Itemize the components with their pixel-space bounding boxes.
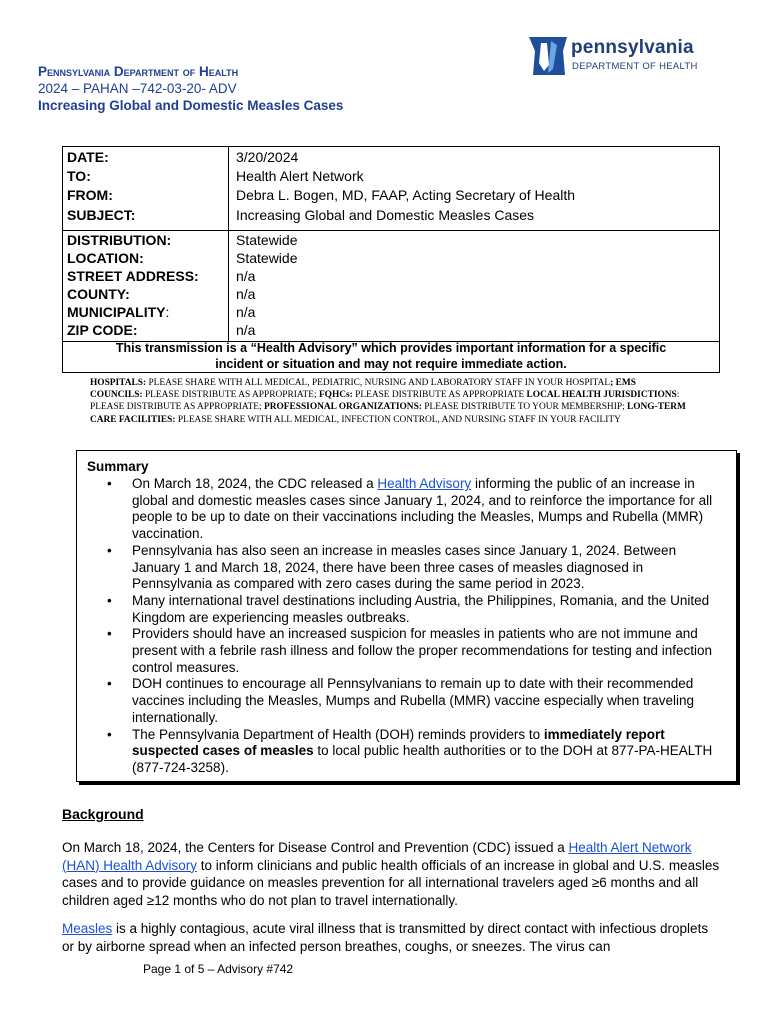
memo-table: [62, 146, 720, 342]
page-footer: Page 1 of 5 – Advisory #742: [143, 962, 294, 976]
summary-text: Many international travel destinations including Austria, the Philippines, Romania, and the United Kingdom are experiencing measles outbreaks.: [132, 592, 710, 625]
paragraph-text: is a highly contagious, acute viral illness that is transmitted by direct contact with infectious droplets or by airborne spread when an infected person breathes, coughs, or sneezes. The virus can: [62, 921, 709, 954]
memo-value: Health Alert Network: [236, 168, 364, 184]
memo-label: ZIP CODE:: [67, 322, 138, 338]
memo-label: SUBJECT:: [67, 207, 136, 223]
memo-label: COUNTY:: [67, 286, 130, 302]
summary-text: DOH continues to encourage all Pennsylvanians to remain up to date with their recommended vaccines including the Measles, Mumps and Rubella (MMR) vaccine especially when traveling internationally.: [132, 676, 695, 725]
bullet-icon: •: [107, 726, 112, 742]
summary-box: [76, 450, 737, 782]
memo-row-distribution: [63, 231, 719, 250]
memo-label: STREET ADDRESS:: [67, 268, 199, 284]
dist-text: PLEASE SHARE WITH ALL MEDICAL, PEDIATRIC, NURSING AND LABORATORY STAFF IN YOUR HOSPITAL: [146, 378, 611, 388]
memo-row-street-address: [63, 267, 719, 286]
summary-text: On March 18, 2024, the CDC released a: [132, 476, 378, 491]
bullet-icon: •: [107, 542, 112, 558]
bullet-icon: •: [107, 626, 112, 642]
summary-text: Pennsylvania has also seen an increase in measles cases since January 1, 2024. Between January 1 and March 18, 2024, there have been three cases of measles diagnosed in Pennsylvania as compared with zero cases during the same period in 2023.: [132, 542, 677, 592]
memo-row-from: [63, 186, 719, 205]
measles-paragraph: [62, 920, 722, 955]
advisory-title: Increasing Global and Domestic Measles Cases: [38, 98, 344, 113]
memo-value: Statewide: [236, 250, 298, 266]
summary-text: informing the public of an increase in global and domestic measles cases since January 1, 2024, and to reinforce the importance for all people to be up to date on their vaccinations including the Measles, Mumps and Rubella (MMR) vaccination.: [132, 476, 713, 542]
notice-line: This transmission is a “Health Advisory” which provides important information for a specific: [115, 341, 667, 355]
advisory-notice: [62, 340, 720, 373]
memo-row-zip-code: [63, 321, 719, 340]
memo-value: n/a: [236, 268, 256, 284]
summary-list: [107, 476, 727, 777]
memo-row-location: [63, 249, 719, 268]
memo-row-county: [63, 285, 719, 304]
memo-value: Increasing Global and Domestic Measles Cases: [236, 207, 535, 223]
bullet-icon: •: [107, 476, 112, 491]
department-name: Pennsylvania Department of Health: [38, 64, 239, 79]
dist-text: PLEASE DISTRIBUTE TO YOUR MEMBERSHIP;: [421, 402, 625, 413]
memo-value: Statewide: [236, 232, 298, 248]
background-heading: Background: [62, 806, 144, 822]
han-health-advisory-link[interactable]: Health Alert Network (HAN) Health Advisory: [62, 840, 692, 873]
summary-text: Providers should have an increased suspicion for measles in patients who are not immune and present with a febrile rash illness and follow the proper recommendations for testing and infection control measures.: [132, 626, 713, 675]
memo-row-subject: [63, 206, 719, 225]
memo-label: FROM:: [67, 187, 113, 203]
paragraph-text: to inform clinicians and public health officials of an increase in global and U.S. measles cases and to provide guidance on measles prevention for all international travelers aged ≥6 months and all children aged ≥12 months who do not plan to travel internationally.: [62, 857, 720, 908]
bullet-icon: •: [107, 676, 112, 692]
memo-row-date: [63, 148, 719, 167]
advisory-number: 2024 – PAHAN –742-03-20- ADV: [38, 81, 237, 96]
memo-value: n/a: [236, 286, 256, 302]
keystone-icon: [527, 33, 569, 79]
memo-label-text: MUNICIPALITY: [67, 304, 166, 320]
dist-label: FQHCs:: [316, 390, 353, 401]
memo-label: DISTRIBUTION:: [67, 232, 172, 248]
summary-text: to local public health authorities or to the DOH at 877-PA-HEALTH (877-724-3258).: [132, 743, 713, 775]
dist-label: LONG-TERM CARE FACILITIES:: [90, 402, 686, 425]
summary-item: [107, 676, 727, 726]
dist-label: PROFESSIONAL ORGANIZATIONS:: [261, 402, 422, 413]
dist-text: PLEASE DISTRIBUTE AS APPROPRIATE;: [142, 390, 317, 401]
memo-value: n/a: [236, 304, 256, 320]
background-paragraph: [62, 839, 722, 909]
dist-label: ; EMS COUNCILS:: [90, 378, 636, 401]
memo-value: 3/20/2024: [236, 149, 299, 165]
memo-label-colon: :: [165, 304, 170, 320]
memo-value: n/a: [236, 322, 256, 338]
memo-row-to: [63, 167, 719, 186]
summary-title: Summary: [87, 459, 149, 474]
logo-name: pennsylvania: [571, 37, 694, 58]
pa-doh-logo: [527, 33, 707, 79]
dist-label: HOSPITALS:: [90, 378, 147, 388]
summary-item: [107, 543, 727, 593]
dist-text: : PLEASE DISTRIBUTE AS APPROPRIATE;: [90, 390, 680, 413]
memo-row-municipality: [63, 303, 719, 322]
memo-label: TO:: [67, 168, 91, 184]
memo-label: LOCATION:: [67, 250, 144, 266]
dist-text: PLEASE SHARE WITH ALL MEDICAL, INFECTION CONTROL, AND NURSING STAFF IN YOUR FACILITY: [175, 414, 621, 425]
memo-label: DATE:: [67, 149, 109, 165]
health-advisory-link[interactable]: Health Advisory: [377, 476, 472, 491]
summary-item: [107, 593, 727, 626]
paragraph-text: On March 18, 2024, the Centers for Disease Control and Prevention (CDC) issued a: [62, 840, 569, 855]
distribution-notes: [90, 377, 690, 426]
summary-text: The Pennsylvania Department of Health (DOH) reminds providers to: [132, 726, 544, 742]
summary-item: [107, 476, 727, 543]
dist-text: PLEASE DISTRIBUTE AS APPROPRIATE: [352, 390, 525, 401]
summary-emphasis: immediately report suspected cases of measles: [132, 726, 665, 759]
summary-item: [107, 626, 727, 676]
bullet-icon: •: [107, 592, 112, 608]
dist-label: LOCAL HEALTH JURISDICTIONS: [524, 390, 677, 401]
summary-item: [107, 727, 727, 777]
logo-subtitle: DEPARTMENT OF HEALTH: [572, 61, 698, 72]
memo-value: Debra L. Bogen, MD, FAAP, Acting Secretary of Health: [236, 187, 576, 203]
measles-link[interactable]: Measles: [62, 921, 113, 936]
notice-line: incident or situation and may not require immediate action.: [215, 357, 567, 371]
memo-label: [67, 304, 169, 320]
